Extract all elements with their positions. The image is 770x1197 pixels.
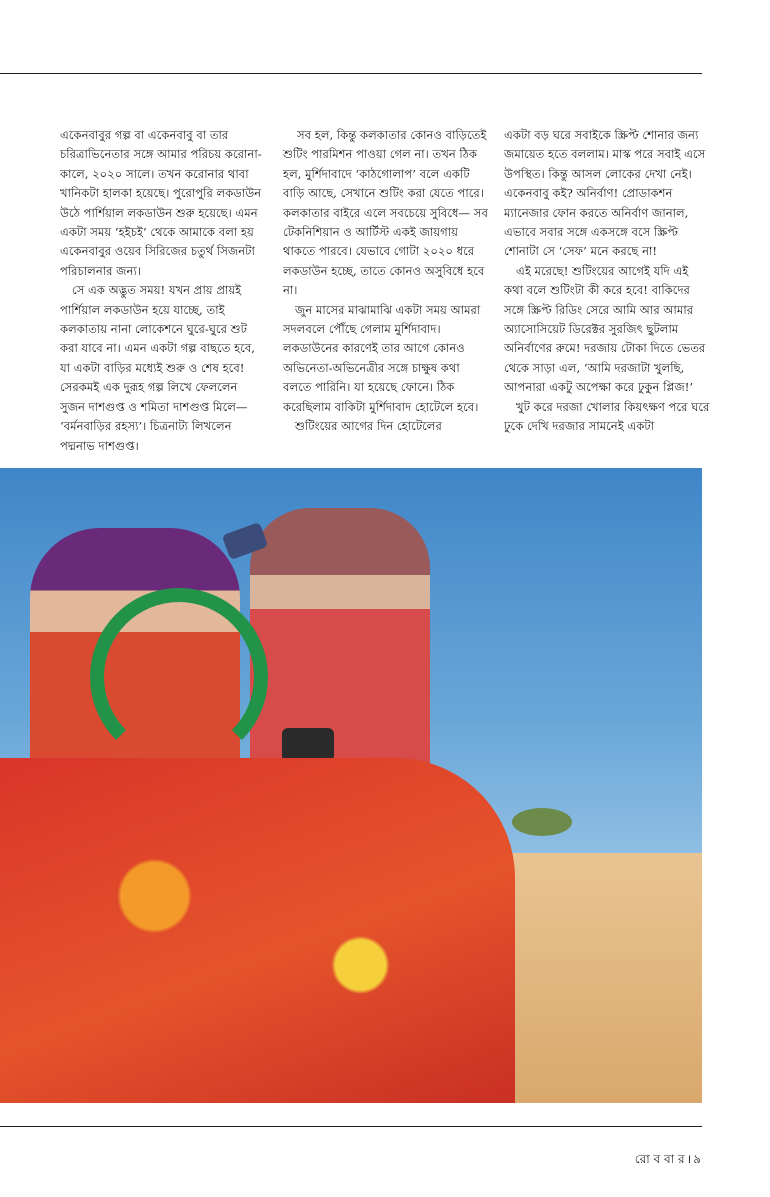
paragraph: খুট করে দরজা খোলার কিয়ৎক্ষণ পরে ঘরে ঢুকে দেখি দরজার সামনেই একটা [504,399,710,434]
bottom-rule [0,1126,702,1127]
footer-separator: । [686,1152,692,1166]
desert-camel-photo [0,468,702,1103]
page-number: ৯ [693,1152,701,1166]
text-column-1 [60,126,266,456]
paragraph: সব হল, কিন্তু কলকাতার কোনও বাড়িতেই শুটিং পারমিশন পাওয়া গেল না। তখন ঠিক হল, মুর্শিদাবাদে ‘কাঠগোলাপ’ বলে একটি বাড়ি আছে, সেখানে শুটিং করা যেতে পারে। কলকাতার বাইরে এলে সবচেয়ে সুবিধে— সব টেকনিশিয়ান ও আর্টিস্ট একই জায়গায় থাকতে পারবে। যেভাবে গোটা ২০২০ ধরে লকডাউন হচ্ছে, তাতে কোনও অসুবিধে হবে না। [283,128,488,298]
section-name: রো ব বা র [634,1152,685,1166]
text-column-3 [504,126,710,437]
paragraph: এই মরেছে! শুটিংয়ের আগেই যদি এই কথা বলে শুটিংটা কী করে হবে! বাকিদের সঙ্গে স্ক্রিপ্ট রিডিং সেরে আমি আর আমার অ্যাসোসিয়েট ডিরেক্টর সুরজিৎ ছুটলাম অনির্বাণের রুমে! দরজায় টোকা দিতে ভেতর থেকে সাড়া এল, ‘আমি দরজাটা খুলছি, আপনারা একটু অপেক্ষা করে ঢুকুন প্লিজ!’ [504,263,706,395]
green-scarf [90,588,268,766]
camera-icon [282,728,334,762]
text-column-2 [283,126,489,437]
paragraph: শুটিংয়ের আগের দিন হোটেলের [295,419,442,434]
paragraph: একটা বড় ঘরে সবাইকে স্ক্রিপ্ট শোনার জন্য জমায়েত হতে বললাম। মাস্ক পরে সবাই এসে উপস্থিত। কিন্তু আসল লোকের দেখা নেই। একেনবাবু কই? অনির্বাণ! প্রোডাকশন ম্যানেজার ফোন করতে অনির্বাণ জানাল, এভাবে সবার সঙ্গে একসঙ্গে বসে স্ক্রিপ্ট শোনাটা সে ‘সেফ’ মনে করছে না! [504,128,706,259]
paragraph: একেনবাবুর গল্প বা একেনবাবু বা তার চরিত্রাভিনেতার সঙ্গে আমার পরিচয় করোনা-কালে, ২০২০ সালে। তখন করোনার থাবা খানিকটা হালকা হয়েছে। পুরোপুরি লকডাউন উঠে পার্শিয়াল লকডাউন শুরু হয়েছে। এমন একটা সময় ‘হইচই’ থেকে আমাকে বলা হয় একেনবাবুর ওয়েব সিরিজের চতুর্থ সিজনটা পরিচালনার জন্য। [60,128,262,278]
paragraph: জুন মাসের মাঝামাঝি একটা সময় আমরা সদলবলে পৌঁছে গেলাম মুর্শিদাবাদ। লকডাউনের কারণেই তার আগে কোনও অভিনেতা-অভিনেত্রীর সঙ্গে চাক্ষুষ কথা বলতে পারিনি। যা হয়েছে ফোনে। ঠিক করেছিলাম বাকিটা মুর্শিদাবাদ হোটেলে হবে। [283,302,481,414]
camel-saddle-cloth [0,758,515,1103]
desert-bush [512,808,572,836]
paragraph: সে এক অদ্ভুত সময়! যখন প্রায় প্রায়ই পার্শিয়াল লকডাউন হয়ে যাচ্ছে, তাই কলকাতায় নানা লোকেশনে ঘুরে-ঘুরে শুট করা যাবে না। এমন একটা গল্প বাছতে হবে, যা একটা বাড়ির মধ্যেই শুরু ও শেষ হবে! সেরকমই এক দুরূহ গল্প লিখে ফেললেন সুজন দাশগুপ্ত ও শমিতা দাশগুপ্ত মিলে— ‘বর্মনবাড়ির রহস্য’। চিত্রনাট্য লিখলেন পদ্মনাভ দাশগুপ্ত। [60,283,255,453]
top-rule [0,73,702,74]
page-footer [620,1150,702,1171]
